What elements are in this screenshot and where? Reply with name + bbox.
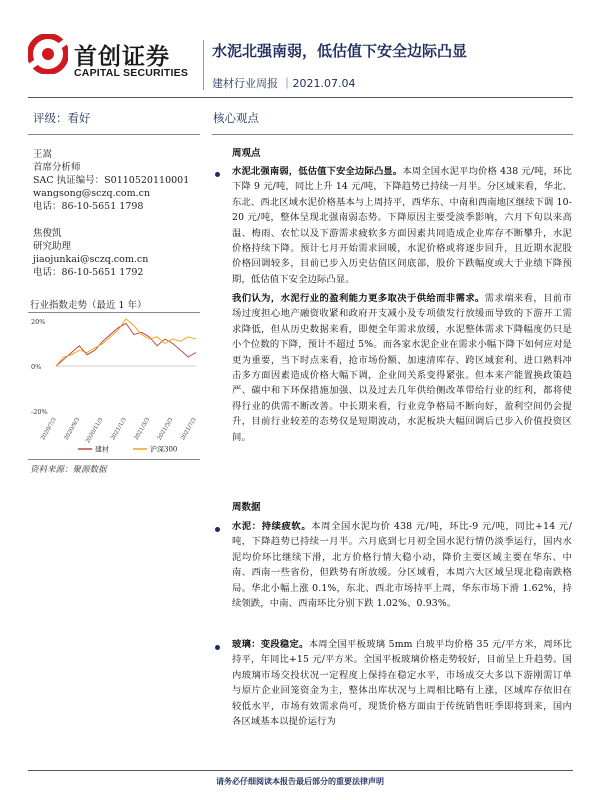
paragraph-lead: 我们认为，水泥行业的盈利能力更多取决于供给而非需求。	[232, 293, 485, 304]
paragraph-weekly-view	[232, 164, 572, 287]
legend-label: 建材	[95, 445, 109, 454]
rating-rule	[28, 134, 200, 135]
analyst-phone: 电话：86-10-5651 1798	[33, 201, 144, 212]
x-tick-label: 2020/11/3	[85, 417, 105, 445]
index-title-rule	[28, 312, 200, 313]
data-source: 资料来源：聚源数据	[30, 465, 107, 475]
x-tick-label: 2021/1/3	[110, 417, 128, 442]
bullet-icon	[215, 172, 220, 177]
analyst-role: 首席分析师	[33, 162, 81, 173]
section-weekly-view: 周观点	[232, 148, 261, 159]
analyst-card-1	[33, 148, 189, 213]
bullet-icon	[215, 645, 220, 650]
paragraph-lead: 玻璃：变段稳定。	[232, 639, 309, 650]
report-title: 水泥北强南弱，低估值下安全边际凸显	[212, 42, 468, 60]
series-line	[56, 323, 196, 366]
header-rule	[28, 97, 573, 98]
x-tick-label: 2021/5/3	[156, 417, 175, 442]
paragraph-body: 需求端来看，目前市场过度担心地产融资收紧和政府开支减小及专项债发行放缓而导致的下游开工需求降低，但从历史数据来看，即便全年需求放缓，水泥整体需求下降幅度仍只是小个位数的下降，预计不超过 5%。而各家水泥企业在需求小幅下降下如何应对是更为重要，当下时点来看，抢市场份额、加速清库存、跨区域套利、进口熟料冲击多方面因素造成价格大幅下调，企业间关系变得紧张。但本来产能置换政策趋严、碳中和下环保措施加强、以及过去几年供给侧改革带给行业的红利，都将使得行业的供需不断改善。中长期来看，行业竞争格局不断向好，盈利空间仍会提升，目前行业较差的态势仅是短期波动，水泥板块大幅回调后已步入价值投资区间。	[232, 293, 572, 443]
paragraph-body: 本周全国平板玻璃 5mm 白玻平均价格 35 元/平方米，周环比持平，年同比+15 元/平方米。全国平板玻璃价格走势较好，目前呈上升趋势。国内玻璃市场交投状况一定程度上保持在稳定水平，市场成交大多以下游刚需订单与原片企业回笼资金为主，整体出库状况与上周相比略有上涨，区域库存依旧在较低水平，市场有效需求尚可，现货价格方面由于传统销售旺季即将到来，国内各区域基本以提价运行为	[232, 639, 572, 728]
x-tick-label: 2020/7/3	[40, 417, 58, 442]
industry-index-chart	[28, 315, 202, 455]
y-tick-label: 0%	[31, 363, 42, 371]
chart-series	[56, 319, 196, 366]
paragraph-supply-view	[232, 291, 572, 445]
analyst-card-2	[33, 227, 148, 279]
analyst-role: 研究助理	[33, 241, 72, 252]
paragraph-cement	[232, 519, 572, 611]
core-views-rule	[212, 134, 573, 135]
capital-securities-logo	[28, 34, 68, 74]
series-line	[56, 319, 196, 366]
section-weekly-data: 周数据	[232, 502, 261, 513]
rating-label: 评级：看好	[33, 111, 91, 125]
analyst-name: 王嵩	[33, 149, 53, 160]
y-tick-label: -20%	[31, 408, 48, 416]
brand-name-en: CAPITAL SECURITIES	[74, 67, 189, 79]
chart-legend	[78, 445, 177, 454]
bullet-icon	[215, 527, 220, 532]
analyst-sac-number: SAC 执证编号：S0110520110001	[33, 175, 190, 186]
paragraph-lead: 水泥北强南弱，低估值下安全边际凸显。	[232, 166, 403, 177]
index-trend-title: 行业指数走势（最近 1 年）	[30, 300, 147, 311]
analyst-email[interactable]: jiaojunkai@sczq.com.cn	[33, 254, 149, 265]
analyst-name: 焦俊凯	[33, 228, 62, 239]
paragraph-lead: 水泥：持续疲软。	[232, 521, 312, 532]
analyst-phone: 电话：86-10-5651 1792	[33, 267, 144, 278]
brand-name-cn: 首创证券	[74, 44, 170, 70]
report-header	[0, 0, 600, 98]
source-rule	[28, 459, 200, 460]
chart-axes	[31, 318, 198, 444]
y-tick-label: 20%	[31, 318, 46, 326]
x-tick-label: 2021/3/3	[133, 417, 152, 442]
x-tick-label: 2020/9/3	[63, 417, 82, 442]
legal-disclaimer-footer: 请务必仔细阅读本报告最后部分的重要法律声明	[216, 777, 384, 786]
report-subtitle: 建材行业周报 ｜2021.07.04	[212, 77, 356, 90]
paragraph-body: 本周全国水泥均价 438 元/吨，环比-9 元/吨，同比+14 元/吨，下降趋势已持续一月半。六月底到七月初全国水泥行情仍淡季运行，国内水泥均价环比继续下滑，北方价格行情大稳小动，降价主要区域主要在华东、中南、西南一些省份，但跌势有所放缓。分区域看，本周六大区域呈现北稳南跌格局。华北小幅上涨 0.1%，东北、西北市场持平上周，华东市场下滑 1.62%，持续领跌，中南、西南环比分别下跌 1.02%、0.93%。	[232, 521, 573, 610]
paragraph-body: 本周全国水泥平均价格 438 元/吨，环比下降 9 元/吨，同比上升 14 元/吨，下降趋势已持续一月半。分区域来看，华北、东北、西北区域水泥价格基本与上周持平，西华东、中南和西南地区继续下调 10-20 元/吨，整体呈现北强南弱态势。下降原因主要受淡季影响，六月下旬以来高温、梅雨、农忙以及下游需求疲软多方面因素共同造成企业库存不断攀升，水泥价格持续下降。预计七月开始需求回暖，水泥价格或将逐步回升，且近期水泥股价格回调较多，目前已步入历史估值区间底部，股价下跌幅度或大于业绩下降预期，低估值下安全边际凸显。	[232, 166, 572, 285]
analyst-email[interactable]: wangsong@sczq.com.cn	[33, 188, 151, 199]
legend-label: 沪深300	[150, 445, 178, 454]
paragraph-glass	[232, 637, 572, 764]
core-views-title: 核心观点	[213, 111, 259, 125]
header-divider	[203, 40, 204, 90]
footer-rule	[28, 770, 573, 771]
x-tick-label: 2021/7/3	[180, 417, 198, 442]
